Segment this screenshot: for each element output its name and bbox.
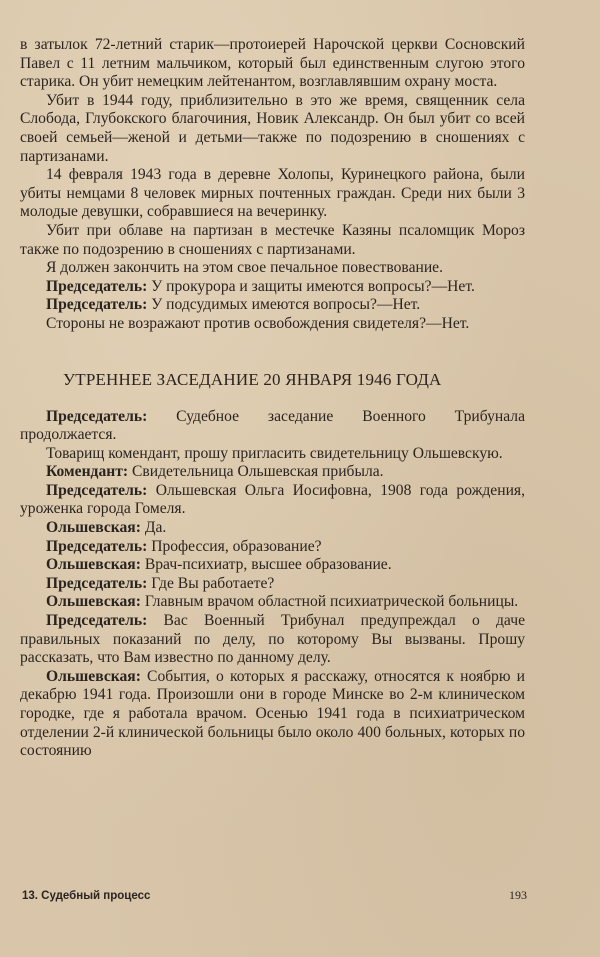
section-heading: УТРЕННЕЕ ЗАСЕДАНИЕ 20 ЯНВАРЯ 1946 ГОДА <box>63 369 442 389</box>
dialogue-line <box>20 296 525 315</box>
speaker-label: Председатель: <box>46 481 148 499</box>
dialogue-text: Главным врачом областной психиатрической больницы. <box>140 593 519 611</box>
dialogue-text: Ольшевская Ольга Иосифовна, 1908 года рождения, уроженка города Гомеля. <box>20 481 525 518</box>
dialogue-text: Судебное заседание Военного Трибунала продолжается. <box>20 407 525 444</box>
paragraph-text: Убит при облаве на партизан в местечке Казяны псаломщик Мороз также по подозрению в сношениях с партизанами. <box>20 221 525 258</box>
speaker-label: Председатель: <box>46 296 148 314</box>
page-footer <box>22 888 527 903</box>
paragraph <box>20 36 525 92</box>
speaker-label: Ольшевская: <box>46 519 141 537</box>
dialogue-line <box>20 408 525 445</box>
dialogue-line <box>20 482 525 519</box>
paragraph <box>20 92 525 166</box>
printer-signature: 13. Судебный процесс <box>22 890 151 902</box>
page-body <box>20 36 525 761</box>
dialogue-text: Да. <box>140 519 167 537</box>
dialogue-text: У подсудимых имеются вопросы?—Нет. <box>147 296 421 314</box>
dialogue-text: Врач-психиатр, высшее образование. <box>140 556 392 574</box>
dialogue-line <box>20 519 525 538</box>
paragraph <box>20 445 525 464</box>
dialogue-text: Профессия, образование? <box>147 537 322 555</box>
speaker-label: Председатель: <box>46 407 148 425</box>
dialogue-line <box>20 463 525 482</box>
speaker-label: Ольшевская: <box>46 593 141 611</box>
dialogue-line <box>20 612 525 668</box>
top-section <box>20 36 525 334</box>
speaker-label: Комендант: <box>46 463 129 481</box>
dialogue-line <box>20 538 525 557</box>
paragraph-text: Я должен закончить на этом свое печальное повествование. <box>46 259 444 277</box>
paragraph <box>20 315 525 334</box>
page-number: 193 <box>509 888 527 902</box>
speaker-label: Ольшевская: <box>46 556 141 574</box>
dialogue-text: Вас Военный Трибунал предупреждал о даче правильных показаний по делу, по которому Вы вызваны. Прошу рассказать, что Вам известно по данному делу. <box>20 612 525 667</box>
paragraph-text: Убит в 1944 году, приблизительно в это же время, священник села Слобода, Глубокского благочиния, Новик Александр. Он был убит со всей своей семьей—женой и детьми—также по подозрению в сношениях с партизанами. <box>20 91 525 165</box>
paragraph-text: в затылок 72-летний старик—протоиерей Нарочской церкви Сосновский Павел с 11 летним мальчиком, который был единственным слугою этого старика. Он убит немецким лейтенантом, возглавлявшим охрану моста. <box>20 36 525 91</box>
paragraph-text: Стороны не возражают против освобождения свидетеля?—Нет. <box>46 314 470 332</box>
speaker-label: Председатель: <box>46 574 148 592</box>
dialogue-line <box>20 575 525 594</box>
paragraph-text: 14 февраля 1943 года в деревне Холопы, Куринецкого района, были убиты немцами 8 человек мирных почтенных граждан. Среди них были 3 молодые девушки, собравшиеся на вечеринку. <box>20 166 525 221</box>
paragraph <box>20 259 525 278</box>
paragraph <box>20 222 525 259</box>
dialogue-text: У прокурора и защиты имеются вопросы?—Нет. <box>147 277 475 295</box>
speaker-label: Председатель: <box>46 537 148 555</box>
paragraph-text: Товарищ комендант, прошу пригласить свидетельницу Ольшевскую. <box>46 444 503 462</box>
dialogue-line <box>20 668 525 761</box>
dialogue-line <box>20 556 525 575</box>
dialogue-text: Свидетельница Ольшевская прибыла. <box>128 463 384 481</box>
dialogue-text: События, о которых я расскажу, относятся к ноябрю и декабрю 1941 года. Произошли они в городе Минске во 2-м клиническом городке, где я работала врачом. Осенью 1941 года в психиатрическом отделении 2-й клинической больницы было около 400 больных, которых по состоянию <box>20 667 525 760</box>
speaker-label: Ольшевская: <box>46 667 141 685</box>
dialogue-text: Где Вы работаете? <box>147 574 275 592</box>
speaker-label: Председатель: <box>46 277 148 295</box>
paragraph <box>20 166 525 222</box>
dialogue-line <box>20 278 525 297</box>
dialogue-line <box>20 593 525 612</box>
bottom-section <box>20 408 525 761</box>
speaker-label: Председатель: <box>46 612 148 630</box>
